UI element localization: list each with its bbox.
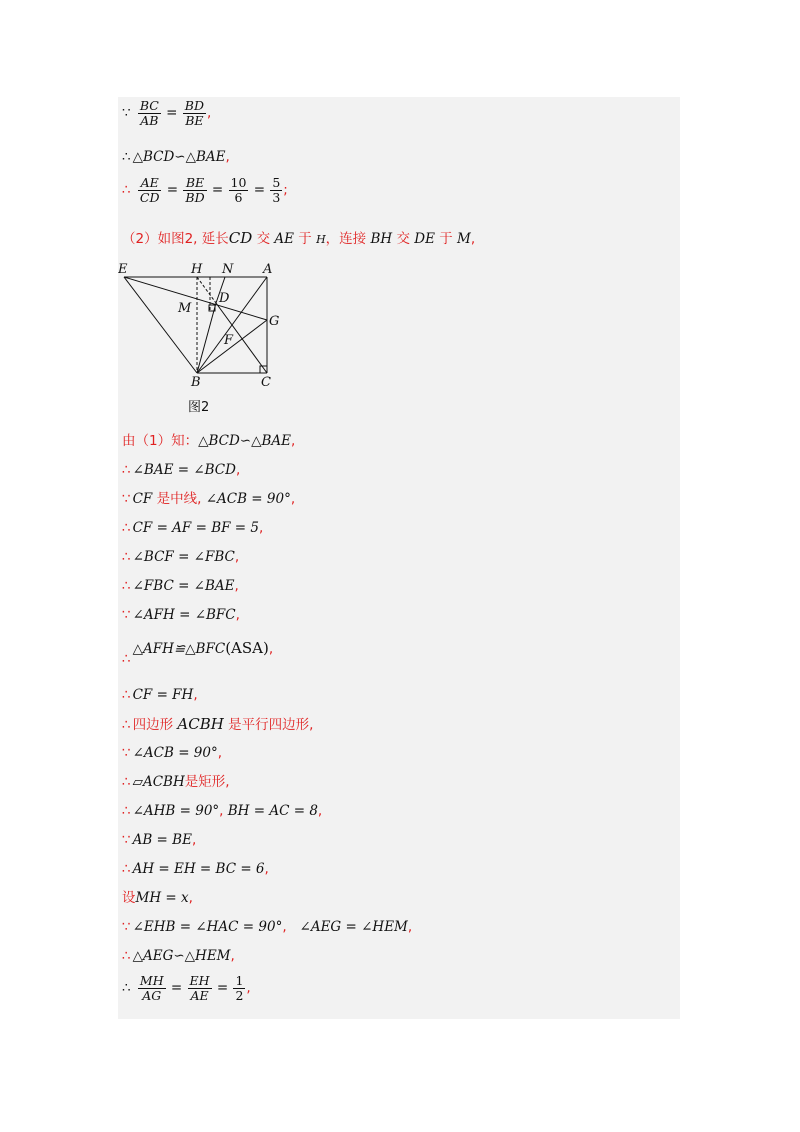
line-12: ∴△AFH≌△BFC(ASA), [122, 639, 274, 667]
svg-text:F: F [224, 333, 234, 348]
figure-caption: 图2 [188, 400, 210, 415]
svg-text:A: A [263, 262, 273, 277]
figure-2-diagram [118, 260, 288, 400]
svg-text:D: D [219, 291, 230, 306]
line-13: ∴ CF = FH, [122, 687, 198, 703]
line-20: 设MH = x, [122, 890, 193, 906]
svg-text:N: N [222, 262, 234, 277]
svg-text:C: C [261, 375, 271, 390]
line-18: ∵ AB = BE, [122, 832, 197, 848]
line-11: ∵ ∠AFH = ∠BFC, [122, 607, 240, 623]
line-22: ∴ △AEG∽△HEM, [122, 948, 235, 964]
line-8: ∴ CF = AF = BF = 5, [122, 520, 264, 536]
line-19: ∴ AH = EH = BC = 6, [122, 861, 269, 877]
line-14: ∴ 四边形 ACBH 是平行四边形, [122, 715, 314, 733]
line-4: （2）如图2, 延长CD 交 AE 于 H，连接 BH 交 DE 于 M, [122, 229, 476, 247]
line-10: ∴ ∠FBC = ∠BAE, [122, 578, 239, 594]
line-16: ∴ ▱ACBH是矩形, [122, 774, 230, 790]
line-17: ∴ ∠AHB = 90°, BH = AC = 8, [122, 803, 323, 819]
line-7: ∵ CF 是中线, ∠ACB = 90°, [122, 491, 296, 507]
line-9: ∴ ∠BCF = ∠FBC, [122, 549, 240, 565]
svg-text:M: M [178, 301, 192, 316]
fraction: $\frac{BC}{AB}$ [139, 98, 159, 128]
svg-text:H: H [191, 262, 203, 277]
because-symbol: ∵ [122, 105, 131, 121]
fraction: $\frac{BD}{BE}$ [184, 98, 204, 128]
line-3: ∴ $\frac{AE}{CD}$ = $\frac{BE}{BD}$ = $\frac{10}{6}$ = $\frac{5}{3}$ ; [122, 175, 288, 205]
line-5: 由（1）知：△BCD∽△BAE, [122, 433, 296, 449]
svg-text:E: E [118, 262, 128, 277]
line-1: ∵ $\frac{BC}{AB}$ = $\frac{BD}{BE}$ , [122, 98, 212, 128]
line-15: ∵ ∠ACB = 90°, [122, 745, 223, 761]
line-23: ∴ $\frac{MH}{AG}$ = $\frac{EH}{AE}$ = $\frac{1}{2}$ , [122, 973, 251, 1003]
svg-text:G: G [269, 314, 280, 329]
line-21: ∵ ∠EHB = ∠HAC = 90°, ∠AEG = ∠HEM, [122, 919, 413, 935]
line-2: ∴ △BCD∽△BAE, [122, 149, 230, 165]
line-6: ∴ ∠BAE = ∠BCD, [122, 462, 241, 478]
svg-text:B: B [191, 375, 201, 390]
